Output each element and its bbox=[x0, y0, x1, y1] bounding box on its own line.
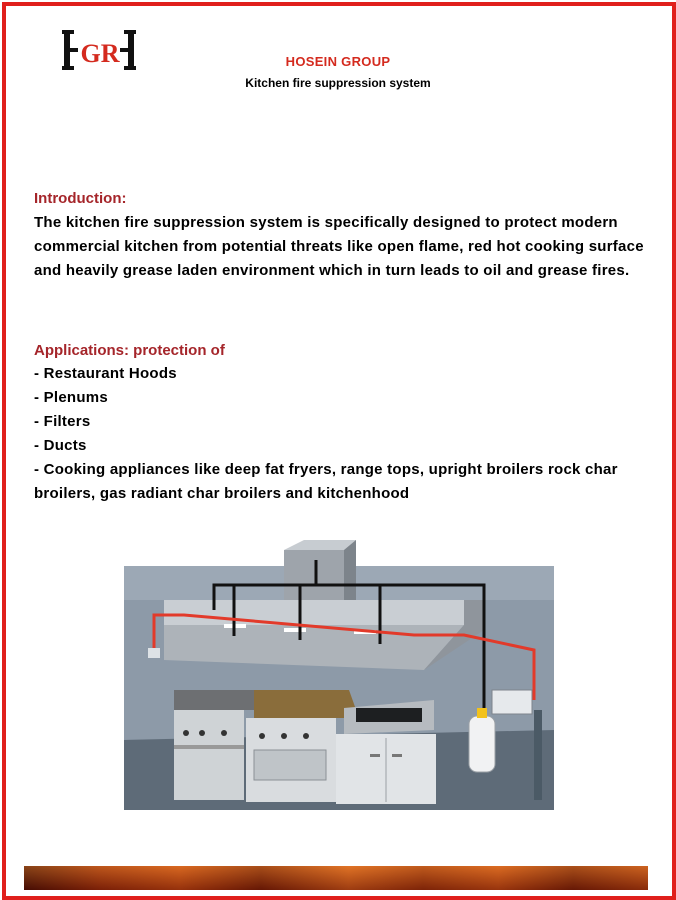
applications-list bbox=[34, 362, 654, 506]
company-name: HOSEIN GROUP bbox=[285, 54, 391, 69]
list-item: - Cooking appliances like deep fat fryers, range tops, upright broilers rock char broilers, gas radiant char broilers and kitchenhood bbox=[34, 461, 618, 502]
applications-heading: Applications: protection of bbox=[34, 342, 225, 359]
list-item: - Filters bbox=[34, 413, 91, 430]
document-subtitle: Kitchen fire suppression system bbox=[245, 76, 431, 90]
fire-banner-strip bbox=[24, 866, 648, 890]
list-item: - Restaurant Hoods bbox=[34, 365, 177, 382]
list-item: - Ducts bbox=[34, 437, 87, 454]
introduction-heading: Introduction: bbox=[34, 190, 127, 207]
introduction-text: The kitchen fire suppression system is specifically designed to protect modern commercial kitchen from potential threats like open flame, red hot cooking surface and heavily grease laden environment which in turn leads to oil and grease fires. bbox=[34, 214, 644, 279]
svg-text:GR: GR bbox=[80, 39, 120, 68]
kitchen-suppression-illustration bbox=[124, 540, 556, 830]
list-item: - Plenums bbox=[34, 389, 108, 406]
